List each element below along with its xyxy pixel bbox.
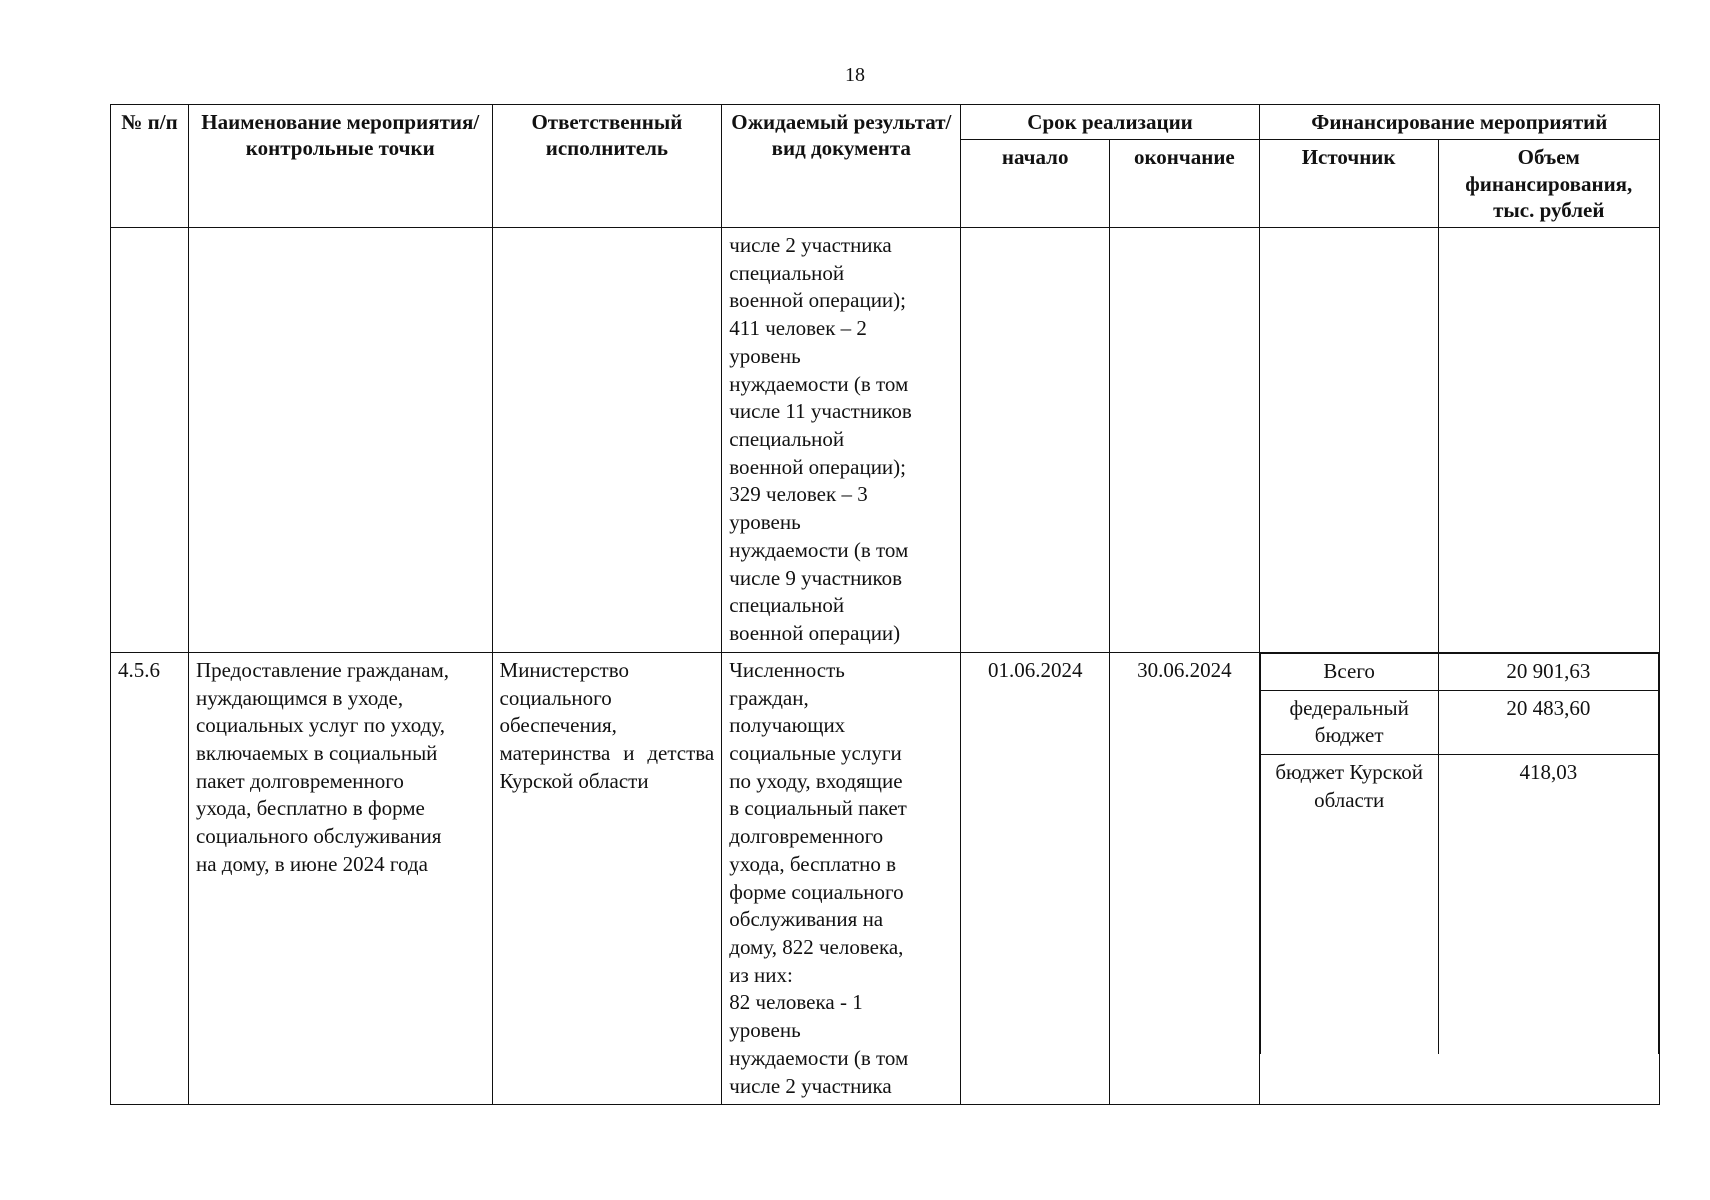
continuation-row	[111, 228, 1660, 653]
header-period-start: начало	[961, 140, 1110, 228]
cont-result-line: 411 человек – 2	[729, 316, 867, 341]
row-result-line: нуждаемости (в том	[729, 1045, 909, 1070]
row-start-date: 01.06.2024	[961, 652, 1110, 1105]
row-result-line: социальные услуги	[729, 740, 902, 765]
row-result-line: обслуживания на	[729, 907, 884, 932]
cont-result-line: специальной	[729, 260, 845, 285]
row-result	[722, 652, 961, 1105]
financing-amount: 418,03	[1438, 754, 1658, 1054]
financing-row	[1260, 754, 1658, 1054]
financing-amount: 20 901,63	[1438, 653, 1658, 690]
row-result-line: уровень	[729, 1018, 801, 1043]
cont-result-line: специальной	[729, 593, 845, 618]
row-result-line: Численность	[729, 657, 845, 682]
cont-result-line: нуждаемости (в том	[729, 537, 909, 562]
row-name-line: на дому, в июне 2024 года	[195, 851, 428, 876]
cont-result-cell	[722, 228, 961, 653]
measures-table	[110, 104, 1660, 1105]
cont-result-line: уровень	[729, 510, 801, 535]
row-name-line: Предоставление гражданам,	[195, 657, 449, 682]
row-name-line: пакет долговременного	[195, 768, 404, 793]
row-name-line: социальных услуг по уходу,	[195, 713, 446, 738]
financing-source: бюджет Курской области	[1260, 754, 1438, 1054]
cont-result-line: 329 человек – 3	[729, 482, 868, 507]
header-responsible: Ответственный исполнитель	[492, 105, 722, 228]
cont-num-cell	[111, 228, 189, 653]
cont-volume-cell	[1438, 228, 1660, 653]
cont-result-line: военной операции);	[729, 288, 907, 313]
row-result-line: 82 человека - 1	[729, 990, 863, 1015]
financing-table	[1260, 653, 1659, 1055]
financing-amount: 20 483,60	[1438, 690, 1658, 754]
table-row	[111, 652, 1660, 1105]
row-result-line: в социальный пакет	[729, 796, 907, 821]
row-responsible: Министерство социального обеспечения, материнства и детства Курской области	[492, 652, 722, 1105]
financing-source: Всего	[1260, 653, 1438, 690]
cont-start-cell	[961, 228, 1110, 653]
cont-result-line: уровень	[729, 343, 801, 368]
row-end-date: 30.06.2024	[1110, 652, 1260, 1105]
row-result-line: получающих	[729, 713, 846, 738]
row-name-line: социального обслуживания	[195, 824, 442, 849]
row-result-line: долговременного	[729, 824, 884, 849]
header-volume: Объем финансирования, тыс. рублей	[1438, 140, 1660, 228]
row-result-line: форме социального	[729, 879, 904, 904]
row-num: 4.5.6	[111, 652, 189, 1105]
financing-row	[1260, 690, 1658, 754]
cont-source-cell	[1259, 228, 1438, 653]
header-period: Срок реализации	[961, 105, 1259, 140]
cont-result-line: специальной	[729, 427, 845, 452]
row-name-line: ухода, бесплатно в форме	[195, 796, 425, 821]
header-num: № п/п	[111, 105, 189, 228]
header-result: Ожидаемый результат/вид документа	[722, 105, 961, 228]
financing-source: федеральный бюджет	[1260, 690, 1438, 754]
cont-responsible-cell	[492, 228, 722, 653]
row-result-line: дому, 822 человека,	[729, 934, 904, 959]
row-name-line: нуждающимся в уходе,	[195, 685, 404, 710]
header-row-1	[111, 105, 1660, 140]
row-result-line: граждан,	[729, 685, 809, 710]
cont-result-line: числе 11 участников	[729, 399, 912, 424]
cont-result-line: числе 9 участников	[729, 565, 903, 590]
cont-name-cell	[188, 228, 492, 653]
financing-row	[1260, 653, 1658, 690]
cont-result-line: нуждаемости (в том	[729, 371, 909, 396]
cont-result-line: военной операции);	[729, 454, 907, 479]
row-name	[188, 652, 492, 1105]
row-result-line: из них:	[729, 962, 793, 987]
row-result-line: по уходу, входящие	[729, 768, 903, 793]
row-result-line: ухода, бесплатно в	[729, 851, 897, 876]
header-name: Наименование мероприятия/контрольные точки	[188, 105, 492, 228]
header-financing: Финансирование мероприятий	[1259, 105, 1659, 140]
cont-end-cell	[1110, 228, 1260, 653]
row-name-line: включаемых в социальный	[195, 740, 438, 765]
financing-cell	[1259, 652, 1659, 1105]
header-period-end: окончание	[1110, 140, 1260, 228]
cont-result-line: числе 2 участника	[729, 233, 892, 257]
page-number: 18	[845, 64, 865, 86]
cont-result-line: военной операции)	[729, 621, 901, 646]
header-source: Источник	[1259, 140, 1438, 228]
row-result-line: числе 2 участника	[729, 1073, 892, 1098]
